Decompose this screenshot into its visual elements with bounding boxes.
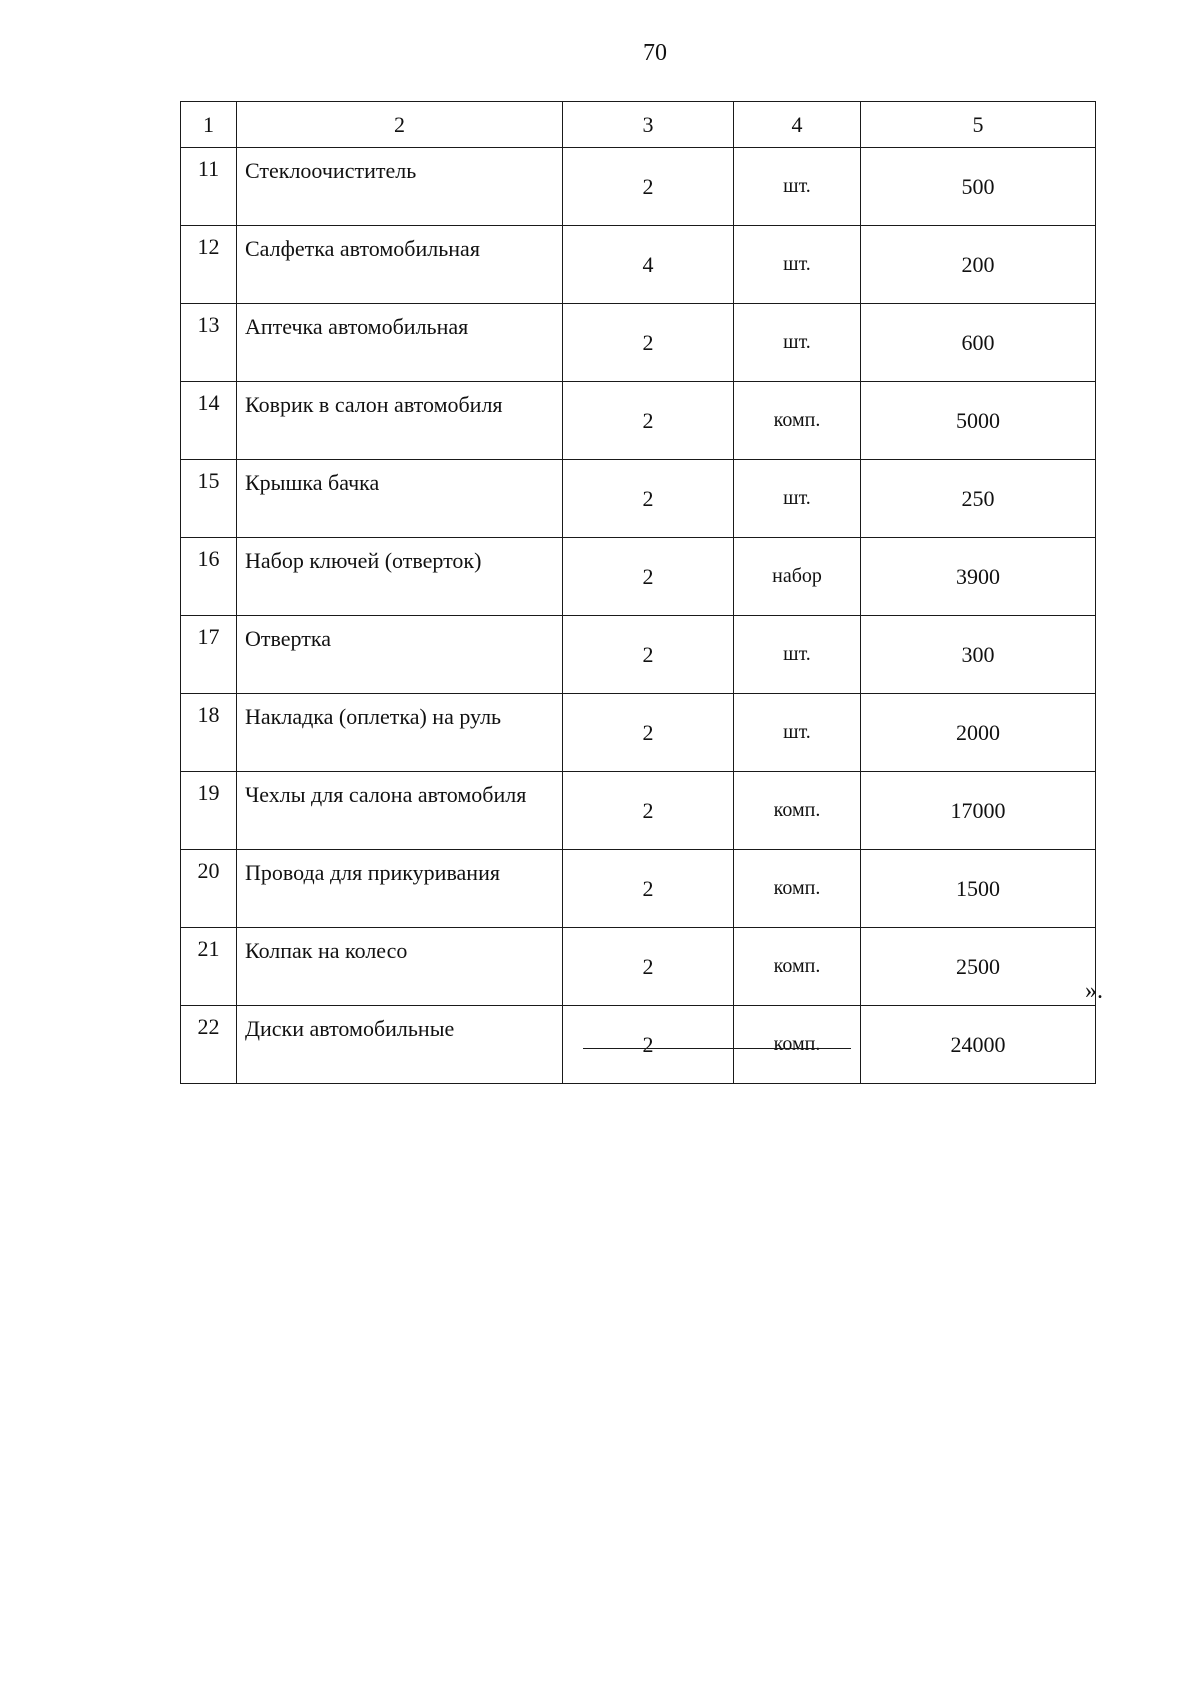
table-row <box>181 382 1096 460</box>
unit-cell: комп. <box>734 928 861 1006</box>
items-table <box>180 101 1096 1084</box>
unit-cell: комп. <box>734 772 861 850</box>
row-number-cell: 22 <box>181 1006 237 1084</box>
item-name-cell: Крышка бачка <box>237 460 563 538</box>
row-number-cell: 11 <box>181 148 237 226</box>
quantity-cell: 2 <box>563 1006 734 1084</box>
unit-cell: комп. <box>734 382 861 460</box>
page-number: 70 <box>643 40 667 66</box>
quantity-cell: 2 <box>563 382 734 460</box>
unit-cell: комп. <box>734 1006 861 1084</box>
quantity-cell: 2 <box>563 538 734 616</box>
table-row <box>181 850 1096 928</box>
unit-cell: шт. <box>734 148 861 226</box>
row-number-cell: 18 <box>181 694 237 772</box>
quantity-cell: 2 <box>563 304 734 382</box>
quantity-cell: 2 <box>563 772 734 850</box>
unit-cell: набор <box>734 538 861 616</box>
table-row <box>181 538 1096 616</box>
item-name-cell: Салфетка автомобильная <box>237 226 563 304</box>
quantity-cell: 2 <box>563 694 734 772</box>
quantity-cell: 2 <box>563 616 734 694</box>
quantity-cell: 2 <box>563 850 734 928</box>
item-name-cell: Накладка (оплетка) на руль <box>237 694 563 772</box>
table-row <box>181 928 1096 1006</box>
table-row <box>181 616 1096 694</box>
quantity-cell: 2 <box>563 148 734 226</box>
item-name-cell: Отвертка <box>237 616 563 694</box>
table-row <box>181 460 1096 538</box>
header-cell-2: 2 <box>237 102 563 148</box>
price-cell: 1500 <box>861 850 1096 928</box>
price-cell: 2000 <box>861 694 1096 772</box>
item-name-cell: Колпак на колесо <box>237 928 563 1006</box>
header-cell-1: 1 <box>181 102 237 148</box>
table-row <box>181 226 1096 304</box>
table-row <box>181 148 1096 226</box>
price-cell: 300 <box>861 616 1096 694</box>
table-header-row <box>181 102 1096 148</box>
item-name-cell: Стеклоочиститель <box>237 148 563 226</box>
unit-cell: шт. <box>734 694 861 772</box>
price-cell: 24000 <box>861 1006 1096 1084</box>
item-name-cell: Провода для прикуривания <box>237 850 563 928</box>
table-row <box>181 772 1096 850</box>
row-number-cell: 21 <box>181 928 237 1006</box>
item-name-cell: Коврик в салон автомобиля <box>237 382 563 460</box>
table-body <box>181 102 1096 1084</box>
price-cell: 2500 <box>861 928 1096 1006</box>
unit-cell: шт. <box>734 616 861 694</box>
row-number-cell: 19 <box>181 772 237 850</box>
price-cell: 5000 <box>861 382 1096 460</box>
table-row <box>181 1006 1096 1084</box>
price-cell: 250 <box>861 460 1096 538</box>
row-number-cell: 17 <box>181 616 237 694</box>
quantity-cell: 2 <box>563 460 734 538</box>
header-cell-5: 5 <box>861 102 1096 148</box>
item-name-cell: Диски автомобильные <box>237 1006 563 1084</box>
row-number-cell: 15 <box>181 460 237 538</box>
unit-cell: шт. <box>734 304 861 382</box>
row-number-cell: 12 <box>181 226 237 304</box>
price-cell: 3900 <box>861 538 1096 616</box>
item-name-cell: Чехлы для салона автомобиля <box>237 772 563 850</box>
row-number-cell: 20 <box>181 850 237 928</box>
row-number-cell: 14 <box>181 382 237 460</box>
unit-cell: шт. <box>734 460 861 538</box>
closing-quote: ». <box>1085 978 1103 1004</box>
table-row <box>181 694 1096 772</box>
price-cell: 200 <box>861 226 1096 304</box>
item-name-cell: Набор ключей (отверток) <box>237 538 563 616</box>
row-number-cell: 16 <box>181 538 237 616</box>
price-cell: 17000 <box>861 772 1096 850</box>
unit-cell: комп. <box>734 850 861 928</box>
unit-cell: шт. <box>734 226 861 304</box>
divider-line <box>583 1048 851 1049</box>
header-cell-4: 4 <box>734 102 861 148</box>
table-row <box>181 304 1096 382</box>
price-cell: 500 <box>861 148 1096 226</box>
header-cell-3: 3 <box>563 102 734 148</box>
price-cell: 600 <box>861 304 1096 382</box>
quantity-cell: 4 <box>563 226 734 304</box>
row-number-cell: 13 <box>181 304 237 382</box>
quantity-cell: 2 <box>563 928 734 1006</box>
item-name-cell: Аптечка автомобильная <box>237 304 563 382</box>
